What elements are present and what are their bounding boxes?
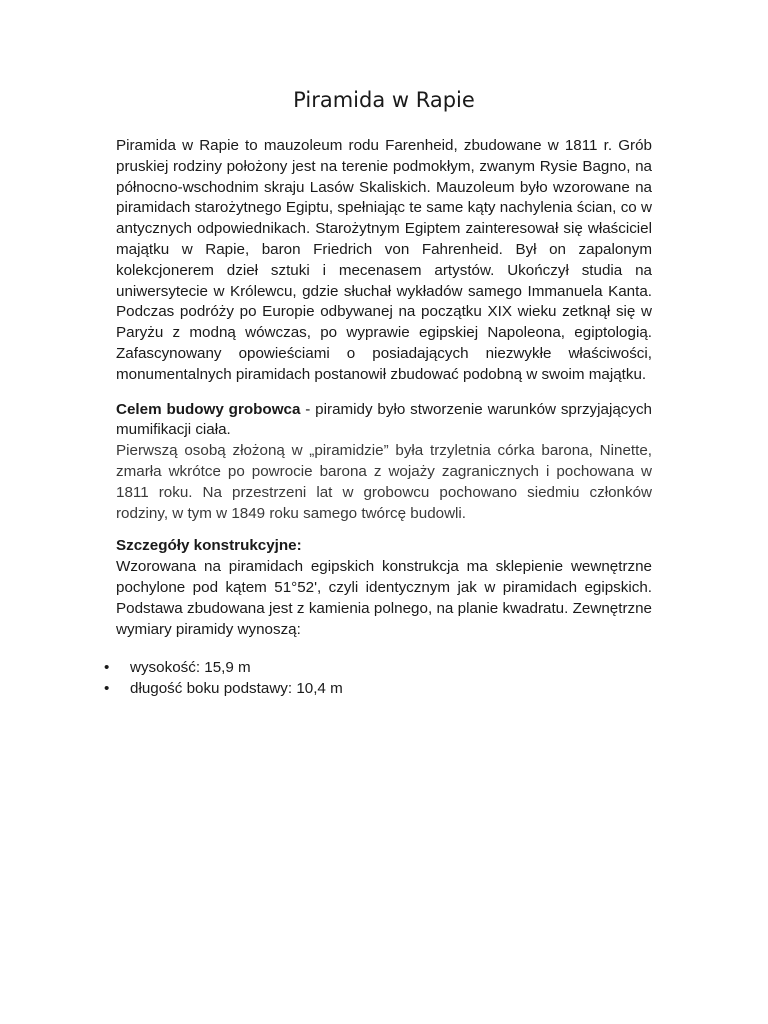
purpose-bold-text: Celem budowy grobowca	[116, 400, 301, 418]
paragraph-spacer	[116, 386, 652, 400]
bullet-icon: •	[104, 680, 110, 698]
list-item	[104, 658, 652, 679]
paragraph-spacer	[116, 524, 652, 536]
spec-height: wysokość: 15,9 m	[130, 659, 251, 677]
document-title: Piramida w Rapie	[293, 88, 475, 112]
details-heading: Szczegóły konstrukcyjne:	[116, 537, 302, 555]
purpose-paragraph	[116, 400, 652, 442]
burial-paragraph: Pierwszą osobą złożoną w „piramidzie” była trzyletnia córka barona, Ninette, zmarła wkrótce po powrocie barona z wojaży zagranicznych i pochowana w 1811 roku. Na przestrzeni lat w grobowcu pochowano siedmiu członków rodziny, w tym w 1849 roku samego twórcę budowli.	[116, 442, 652, 522]
document-page	[104, 86, 652, 700]
list-item	[104, 679, 652, 700]
intro-paragraph: Piramida w Rapie to mauzoleum rodu Farenheid, zbudowane w 1811 r. Grób pruskiej rodziny położony jest na terenie podmokłym, zwanym Rysie Bagno, na północno-wschodnim skraju Lasów Skaliskich. Mauzoleum było wzorowane na piramidach starożytnego Egiptu, spełniając te same kąty nachylenia ścian, co w antycznych odpowiednikach. Starożytnym Egiptem zainteresował się właściciel majątku w Rapie, baron Friedrich von Fahrenheid. Był on zapalonym kolekcjonerem dzieł sztuki i mecenasem artystów. Ukończył studia na uniwersytecie w Królewcu, gdzie słuchał wykładów samego Immanuela Kanta. Podczas podróży po Europie odbywanej na początku XIX wieku zetknął się w Paryżu z modną wówczas, po wyprawie egipskiej Napoleona, egiptologią. Zafascynowany opowieściami o posiadających niezwykłe właściwości, monumentalnych piramidach postanowił zbudować podobną w swoim majątku.	[116, 137, 652, 383]
spec-base-length: długość boku podstawy: 10,4 m	[130, 680, 343, 698]
specs-list	[104, 658, 652, 700]
details-paragraph: Wzorowana na piramidach egipskich konstrukcja ma sklepienie wewnętrzne pochylone pod kątem 51°52', czyli identycznym jak w piramidach egipskich. Podstawa zbudowana jest z kamienia polnego, na planie kwadratu. Zewnętrzne wymiary piramidy wynoszą:	[116, 558, 652, 638]
bullet-icon: •	[104, 659, 110, 677]
purpose-text: - piramidy było stworzenie warunków sprzyjających mumifikacji ciała.	[116, 400, 652, 439]
